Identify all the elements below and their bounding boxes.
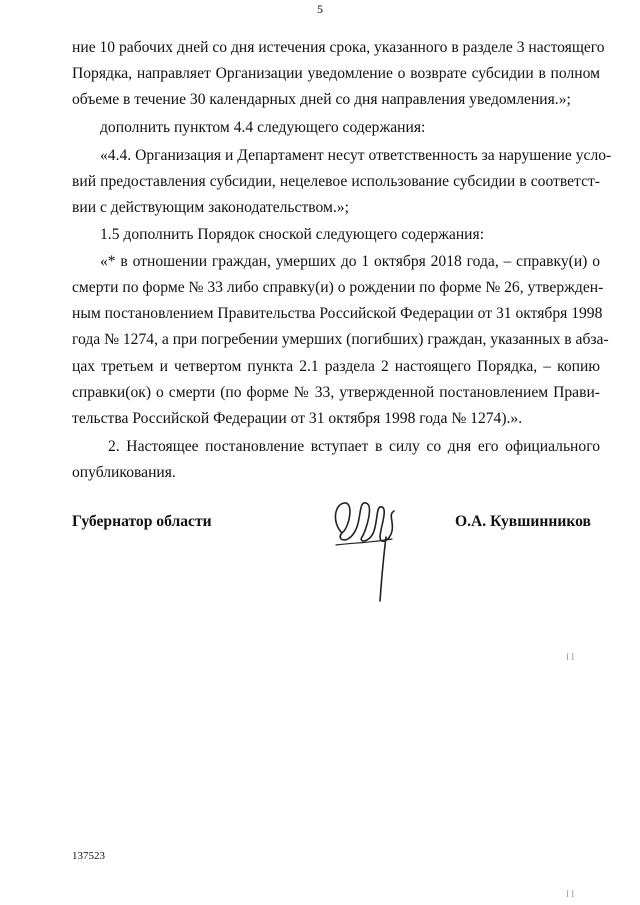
text-line: вий предоставления субсидии, нецелевое использование субсидии в соответст- [72, 173, 600, 190]
text-line: тельства Российской Федерации от 31 октября 1998 года № 1274).». [72, 410, 523, 427]
text-line: года № 1274, а при погребении умерших (погибших) граждан, указанных в абза- [72, 331, 609, 348]
text-line: справки(ок) о смерти (по форме № 33, утвержденной постановлением Прави- [72, 384, 600, 401]
text-line: «4.4. Организация и Департамент несут ответственность за нарушение усло- [100, 147, 612, 164]
text-line: ным постановлением Правительства Российской Федерации от 31 октября 1998 [72, 305, 603, 322]
text-line: объеме в течение 30 календарных дней со дня направления уведомления.»; [72, 91, 571, 108]
text-line: ние 10 рабочих дней со дня истечения срока, указанного в разделе 3 настоящего [72, 39, 605, 56]
text-line: цах третьем и четвертом пункта 2.1 раздела 2 настоящего Порядка, – копию [72, 358, 600, 375]
signatory-position: Губернатор области [72, 513, 212, 530]
document-number: 137523 [72, 850, 105, 862]
signatory-name: О.А. Кувшинников [455, 513, 591, 530]
text-line: смерти по форме № 33 либо справку(и) о рождении по форме № 26, утвержден- [72, 279, 604, 296]
edge-mark: I I [566, 652, 575, 662]
text-line: опубликования. [72, 464, 176, 481]
text-line: 1.5 дополнить Порядок сноской следующего содержания: [100, 226, 485, 243]
text-line: 2. Настоящее постановление вступает в силу со дня его официального [108, 438, 600, 455]
text-line: вии с действующим законодательством.»; [72, 199, 349, 216]
handwritten-signature [328, 493, 404, 605]
text-line: дополнить пунктом 4.4 следующего содержания: [100, 119, 426, 136]
page-number: 5 [317, 2, 323, 16]
text-line: Порядка, направляет Организации уведомление о возврате субсидии в полном [72, 65, 600, 82]
text-line: «* в отношении граждан, умерших до 1 октября 2018 года, – справку(и) о [100, 253, 600, 270]
edge-mark: I I [566, 889, 575, 899]
